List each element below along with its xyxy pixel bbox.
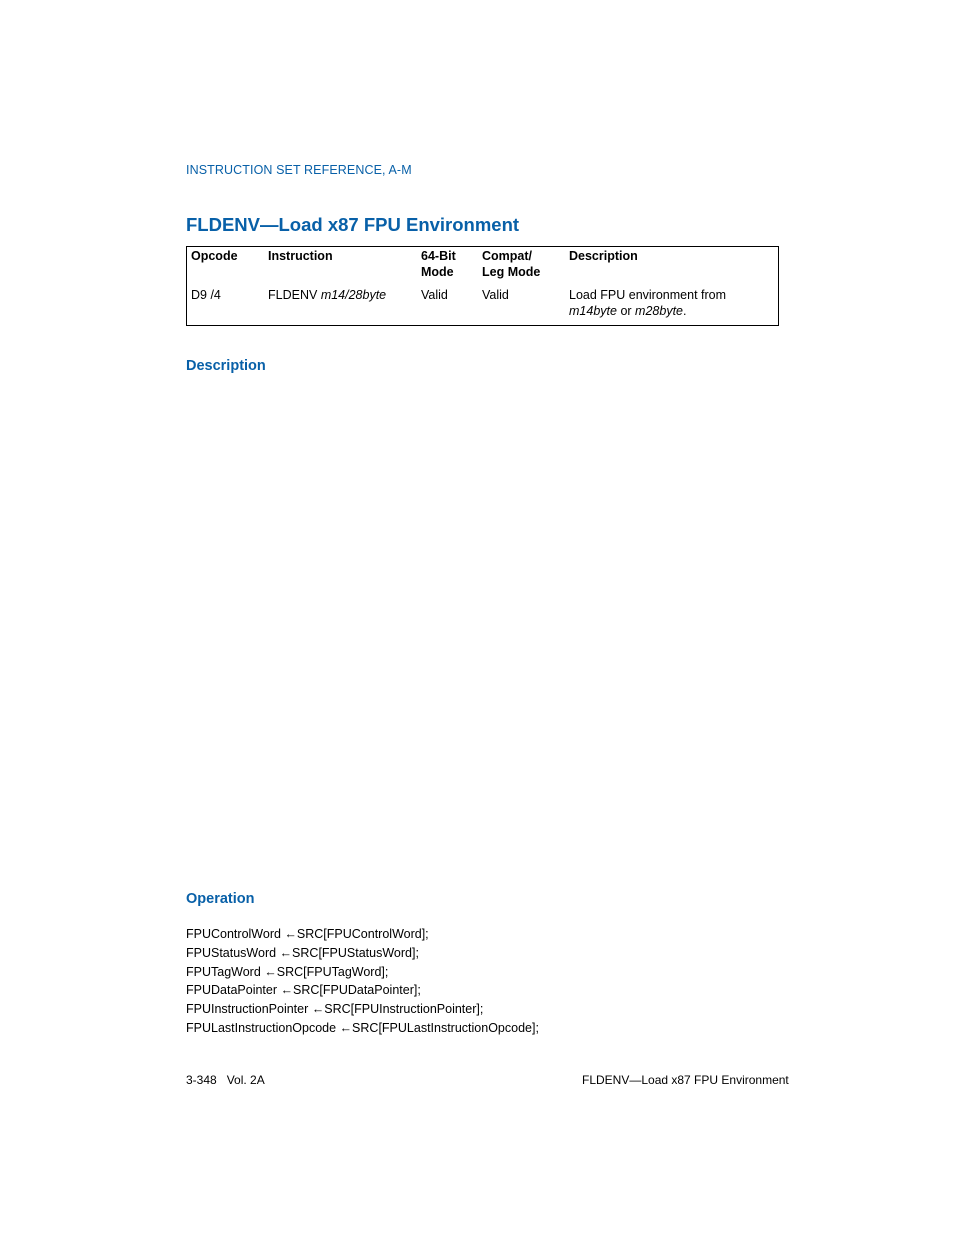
section-heading-description: Description bbox=[186, 358, 266, 374]
header-64bit-line2: Mode bbox=[421, 265, 454, 279]
header-compat-line2: Leg Mode bbox=[482, 265, 541, 279]
instruction-mnemonic: FLDENV bbox=[268, 288, 318, 302]
operation-line: FPUTagWord ←SRC[FPUTagWord]; bbox=[186, 964, 389, 979]
footer-page-reference: 3-348 Vol. 2A bbox=[186, 1073, 265, 1087]
cell-compat-leg-mode: Valid bbox=[482, 288, 509, 302]
description-operand-a: m14byte bbox=[569, 304, 617, 318]
cell-64bit-mode: Valid bbox=[421, 288, 448, 302]
operation-line: FPUStatusWord ←SRC[FPUStatusWord]; bbox=[186, 945, 419, 960]
opcode-table bbox=[186, 246, 779, 326]
header-64bit-line1: 64-Bit bbox=[421, 249, 456, 263]
description-line1: Load FPU environment from bbox=[569, 288, 727, 302]
footer-running-title: FLDENV—Load x87 FPU Environment bbox=[582, 1073, 789, 1087]
header-64bit-mode bbox=[421, 248, 456, 280]
operation-line: FPUDataPointer ←SRC[FPUDataPointer]; bbox=[186, 983, 421, 998]
description-or: or bbox=[620, 304, 632, 318]
operation-line: FPULastInstructionOpcode ←SRC[FPULastInstructionOpcode]; bbox=[186, 1020, 539, 1035]
operation-code-block bbox=[186, 925, 539, 1038]
instruction-operand: m14/28byte bbox=[320, 288, 387, 302]
description-operand-b: m28byte bbox=[635, 304, 683, 318]
header-compat-leg-mode bbox=[482, 248, 540, 280]
header-instruction: Instruction bbox=[268, 249, 333, 263]
operation-line: FPUControlWord ←SRC[FPUControlWord]; bbox=[186, 927, 429, 941]
cell-instruction bbox=[268, 287, 386, 303]
description-period: . bbox=[683, 304, 687, 318]
page-title: FLDENV—Load x87 FPU Environment bbox=[186, 214, 520, 235]
header-description: Description bbox=[569, 249, 638, 263]
header-opcode: Opcode bbox=[191, 249, 238, 263]
cell-description bbox=[569, 287, 726, 319]
cell-opcode: D9 /4 bbox=[191, 288, 221, 302]
running-header: INSTRUCTION SET REFERENCE, A-M bbox=[186, 163, 412, 177]
operation-line: FPUInstructionPointer ←SRC[FPUInstructionPointer]; bbox=[186, 1002, 484, 1017]
section-heading-operation: Operation bbox=[186, 891, 255, 907]
header-compat-line1: Compat/ bbox=[482, 249, 532, 263]
